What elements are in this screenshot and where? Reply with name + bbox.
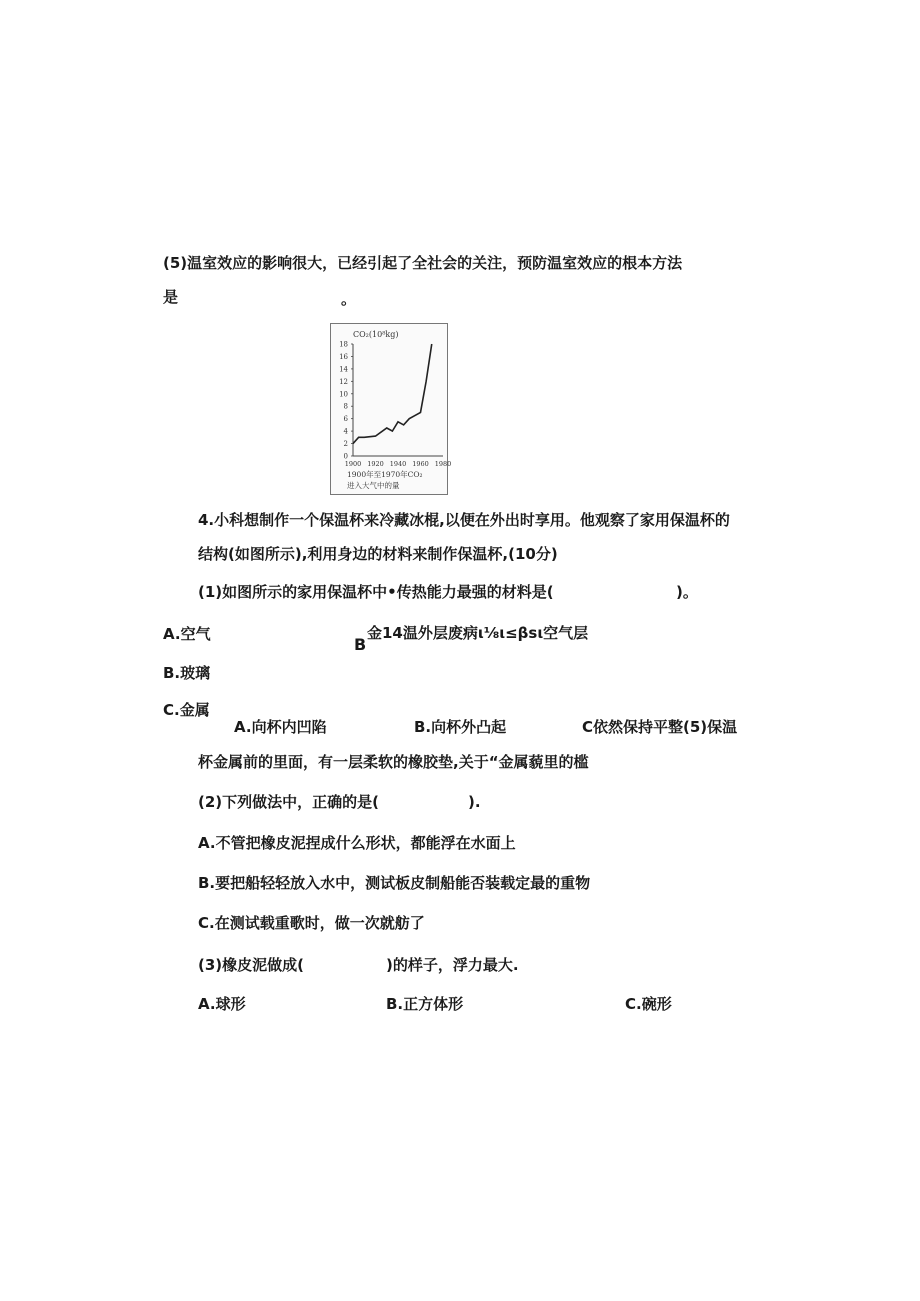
q3-option-a: A.球形 bbox=[198, 995, 246, 1013]
chart-caption-2: 进入大气中的量 bbox=[347, 481, 400, 490]
x-tick-label: 1960 bbox=[412, 460, 429, 468]
chart-title: CO₂(10⁸kg) bbox=[353, 330, 399, 339]
q4-option-b: B.玻璃 bbox=[163, 664, 211, 682]
cup-option-b: B.向杯外凸起 bbox=[414, 718, 507, 736]
q2-option-c: C.在测试载重歌时，做一次就舫了 bbox=[198, 914, 425, 932]
q3-stem-start: (3)橡皮泥做成( bbox=[198, 956, 305, 974]
q4-option-a: A.空气 bbox=[163, 625, 211, 643]
q4-sub1-stem: (1)如图所示的家用保温杯中•传热能力最强的材料是( bbox=[198, 583, 554, 601]
co2-chart bbox=[330, 323, 452, 495]
x-tick-label: 1940 bbox=[389, 460, 407, 468]
q2-stem-end: ). bbox=[468, 793, 481, 811]
q5-line2-prefix: 是 bbox=[163, 288, 179, 306]
q3-stem-end: )的样子，浮力最大. bbox=[386, 956, 519, 974]
y-tick-label: 16 bbox=[339, 352, 348, 361]
q4-intro-line2: 结构(如图所示),利用身边的材料来制作保温杯,(10分) bbox=[198, 545, 558, 563]
q2-option-a: A.不管把橡皮泥捏成什么形状，都能浮在水面上 bbox=[198, 834, 516, 852]
y-tick-label: 2 bbox=[343, 440, 348, 449]
cup-line2: 杯金属前的里面，有一层柔软的橡胶垫,关于“金属藐里的槛 bbox=[198, 753, 589, 771]
co2-series-line bbox=[353, 344, 432, 444]
q5-line1: (5)温室效应的影响很大，已经引起了全社会的关注，预防温室效应的根本方法 bbox=[163, 254, 683, 272]
q4-intro-line1: 4.小科想制作一个保温杯来冷藏冰棍,以便在外出时享用。他观察了家用保温杯的 bbox=[198, 511, 730, 529]
q2-option-b: B.要把船轻轻放入水中，测试板皮制船能否装载定最的重物 bbox=[198, 874, 591, 892]
cup-option-c: C依然保持平整(5)保温 bbox=[582, 718, 738, 736]
chart-caption-1: 1900年至1970年CO₂ bbox=[347, 470, 423, 479]
cup-option-a: A.向杯内凹陷 bbox=[234, 718, 327, 736]
y-tick-label: 0 bbox=[343, 452, 348, 461]
figure-letter-b: B bbox=[354, 635, 367, 654]
y-tick-label: 6 bbox=[343, 415, 348, 424]
y-tick-label: 10 bbox=[339, 390, 348, 399]
y-tick-label: 18 bbox=[339, 340, 348, 349]
x-tick-label: 1920 bbox=[367, 460, 384, 468]
q4-option-c-clipped: C.金属 bbox=[163, 701, 210, 719]
x-tick-label: 1900 bbox=[344, 460, 362, 468]
y-tick-label: 12 bbox=[339, 377, 348, 386]
figure-label: 金14温外层废病ι⅛ι≤βsι空气层 bbox=[367, 624, 589, 642]
q4-sub1-end: )。 bbox=[676, 583, 698, 601]
y-tick-label: 8 bbox=[343, 402, 348, 411]
x-tick-label: 1980 bbox=[434, 460, 452, 468]
q2-stem: (2)下列做法中，正确的是( bbox=[198, 793, 380, 811]
q3-option-b: B.正方体形 bbox=[386, 995, 464, 1013]
q5-line2-end: 。 bbox=[341, 290, 357, 308]
y-tick-label: 14 bbox=[339, 365, 348, 374]
q3-option-c: C.碗形 bbox=[625, 995, 672, 1013]
y-tick-label: 4 bbox=[343, 427, 348, 436]
co2-chart-svg bbox=[331, 324, 452, 494]
clipped-option-c bbox=[160, 700, 220, 719]
